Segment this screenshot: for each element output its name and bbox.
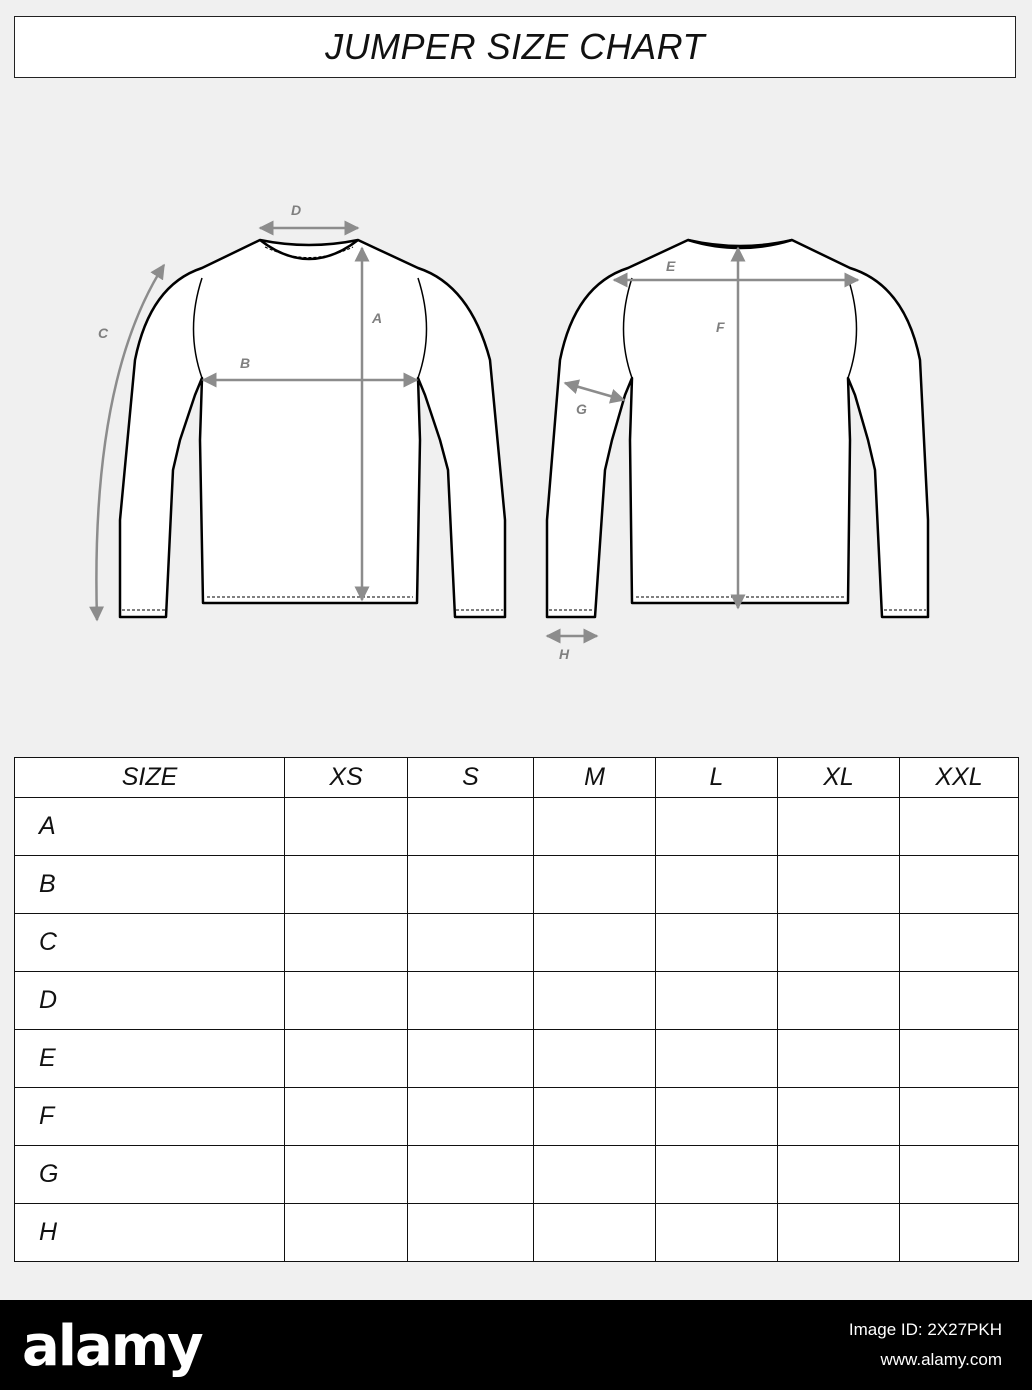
brand-logo: alamy [22,1314,202,1379]
measurement-cell[interactable] [900,1204,1019,1262]
measurement-cell[interactable] [656,1204,778,1262]
header-l: L [656,758,778,798]
table-row [15,798,1019,856]
measurement-cell[interactable] [656,1088,778,1146]
header-s: S [408,758,534,798]
measurement-cell[interactable] [900,972,1019,1030]
measurement-cell[interactable] [408,914,534,972]
label-c: C [98,325,109,341]
label-e: E [666,258,676,274]
row-label: F [15,1088,285,1146]
measurement-cell[interactable] [408,856,534,914]
measurement-cell[interactable] [900,1146,1019,1204]
measurement-cell[interactable] [534,856,656,914]
table-row [15,972,1019,1030]
measurement-cell[interactable] [778,1030,900,1088]
measurement-cell[interactable] [900,914,1019,972]
site-url: www.alamy.com [880,1350,1002,1369]
measurement-cell[interactable] [285,856,408,914]
measurement-cell[interactable] [534,1204,656,1262]
row-label: B [15,856,285,914]
row-label: A [15,798,285,856]
label-d: D [291,202,302,218]
header-xxl: XXL [900,758,1019,798]
measurement-cell[interactable] [285,914,408,972]
header-xs: XS [285,758,408,798]
page-title: JUMPER SIZE CHART [325,26,705,67]
measurement-cell[interactable] [285,1030,408,1088]
measurement-cell[interactable] [408,1204,534,1262]
measurement-cell[interactable] [778,856,900,914]
measurement-cell[interactable] [900,1030,1019,1088]
measurement-cell[interactable] [285,1146,408,1204]
measurement-cell[interactable] [778,1146,900,1204]
label-f: F [716,319,725,335]
front-view-jumper [120,240,505,617]
table-row [15,1088,1019,1146]
row-label: H [15,1204,285,1262]
measurement-cell[interactable] [778,914,900,972]
measurement-cell[interactable] [408,1030,534,1088]
table-header-row [15,758,1019,798]
measurement-cell[interactable] [656,798,778,856]
measurement-cell[interactable] [778,798,900,856]
measurement-cell[interactable] [285,972,408,1030]
measurement-cell[interactable] [534,798,656,856]
measurement-cell[interactable] [534,1030,656,1088]
measurement-cell[interactable] [534,972,656,1030]
measurement-cell[interactable] [534,914,656,972]
measurement-cell[interactable] [408,972,534,1030]
measurement-cell[interactable] [656,914,778,972]
measurement-cell[interactable] [656,972,778,1030]
garment-diagrams [0,180,1032,680]
measurement-cell[interactable] [285,1088,408,1146]
measurement-cell[interactable] [900,856,1019,914]
measurement-cell[interactable] [900,1088,1019,1146]
measurement-cell[interactable] [656,856,778,914]
measurement-cell[interactable] [285,1204,408,1262]
row-label: G [15,1146,285,1204]
row-label: D [15,972,285,1030]
table-body [15,798,1019,1262]
measurement-cell[interactable] [778,1088,900,1146]
measurement-cell[interactable] [534,1146,656,1204]
label-a: A [372,310,383,326]
measurement-cell[interactable] [778,972,900,1030]
table-row [15,1030,1019,1088]
measurement-cell[interactable] [534,1088,656,1146]
label-h: H [559,646,570,662]
image-id: Image ID: 2X27PKH [848,1320,1002,1339]
table-row [15,914,1019,972]
measurement-cell[interactable] [408,1146,534,1204]
header-xl: XL [778,758,900,798]
measurement-cell[interactable] [285,798,408,856]
size-table [14,757,1019,1262]
measurement-cell[interactable] [408,798,534,856]
header-size: SIZE [15,758,285,798]
table-row [15,1146,1019,1204]
table-row [15,1204,1019,1262]
label-b: B [240,355,251,371]
measurement-cell[interactable] [656,1030,778,1088]
header-m: M [534,758,656,798]
row-label: C [15,914,285,972]
measurement-cell[interactable] [778,1204,900,1262]
table-row [15,856,1019,914]
row-label: E [15,1030,285,1088]
measurement-cell[interactable] [656,1146,778,1204]
title-box [14,16,1016,78]
footer-bar [0,1300,1032,1390]
measurement-cell[interactable] [900,798,1019,856]
label-g: G [576,401,587,417]
measurement-cell[interactable] [408,1088,534,1146]
